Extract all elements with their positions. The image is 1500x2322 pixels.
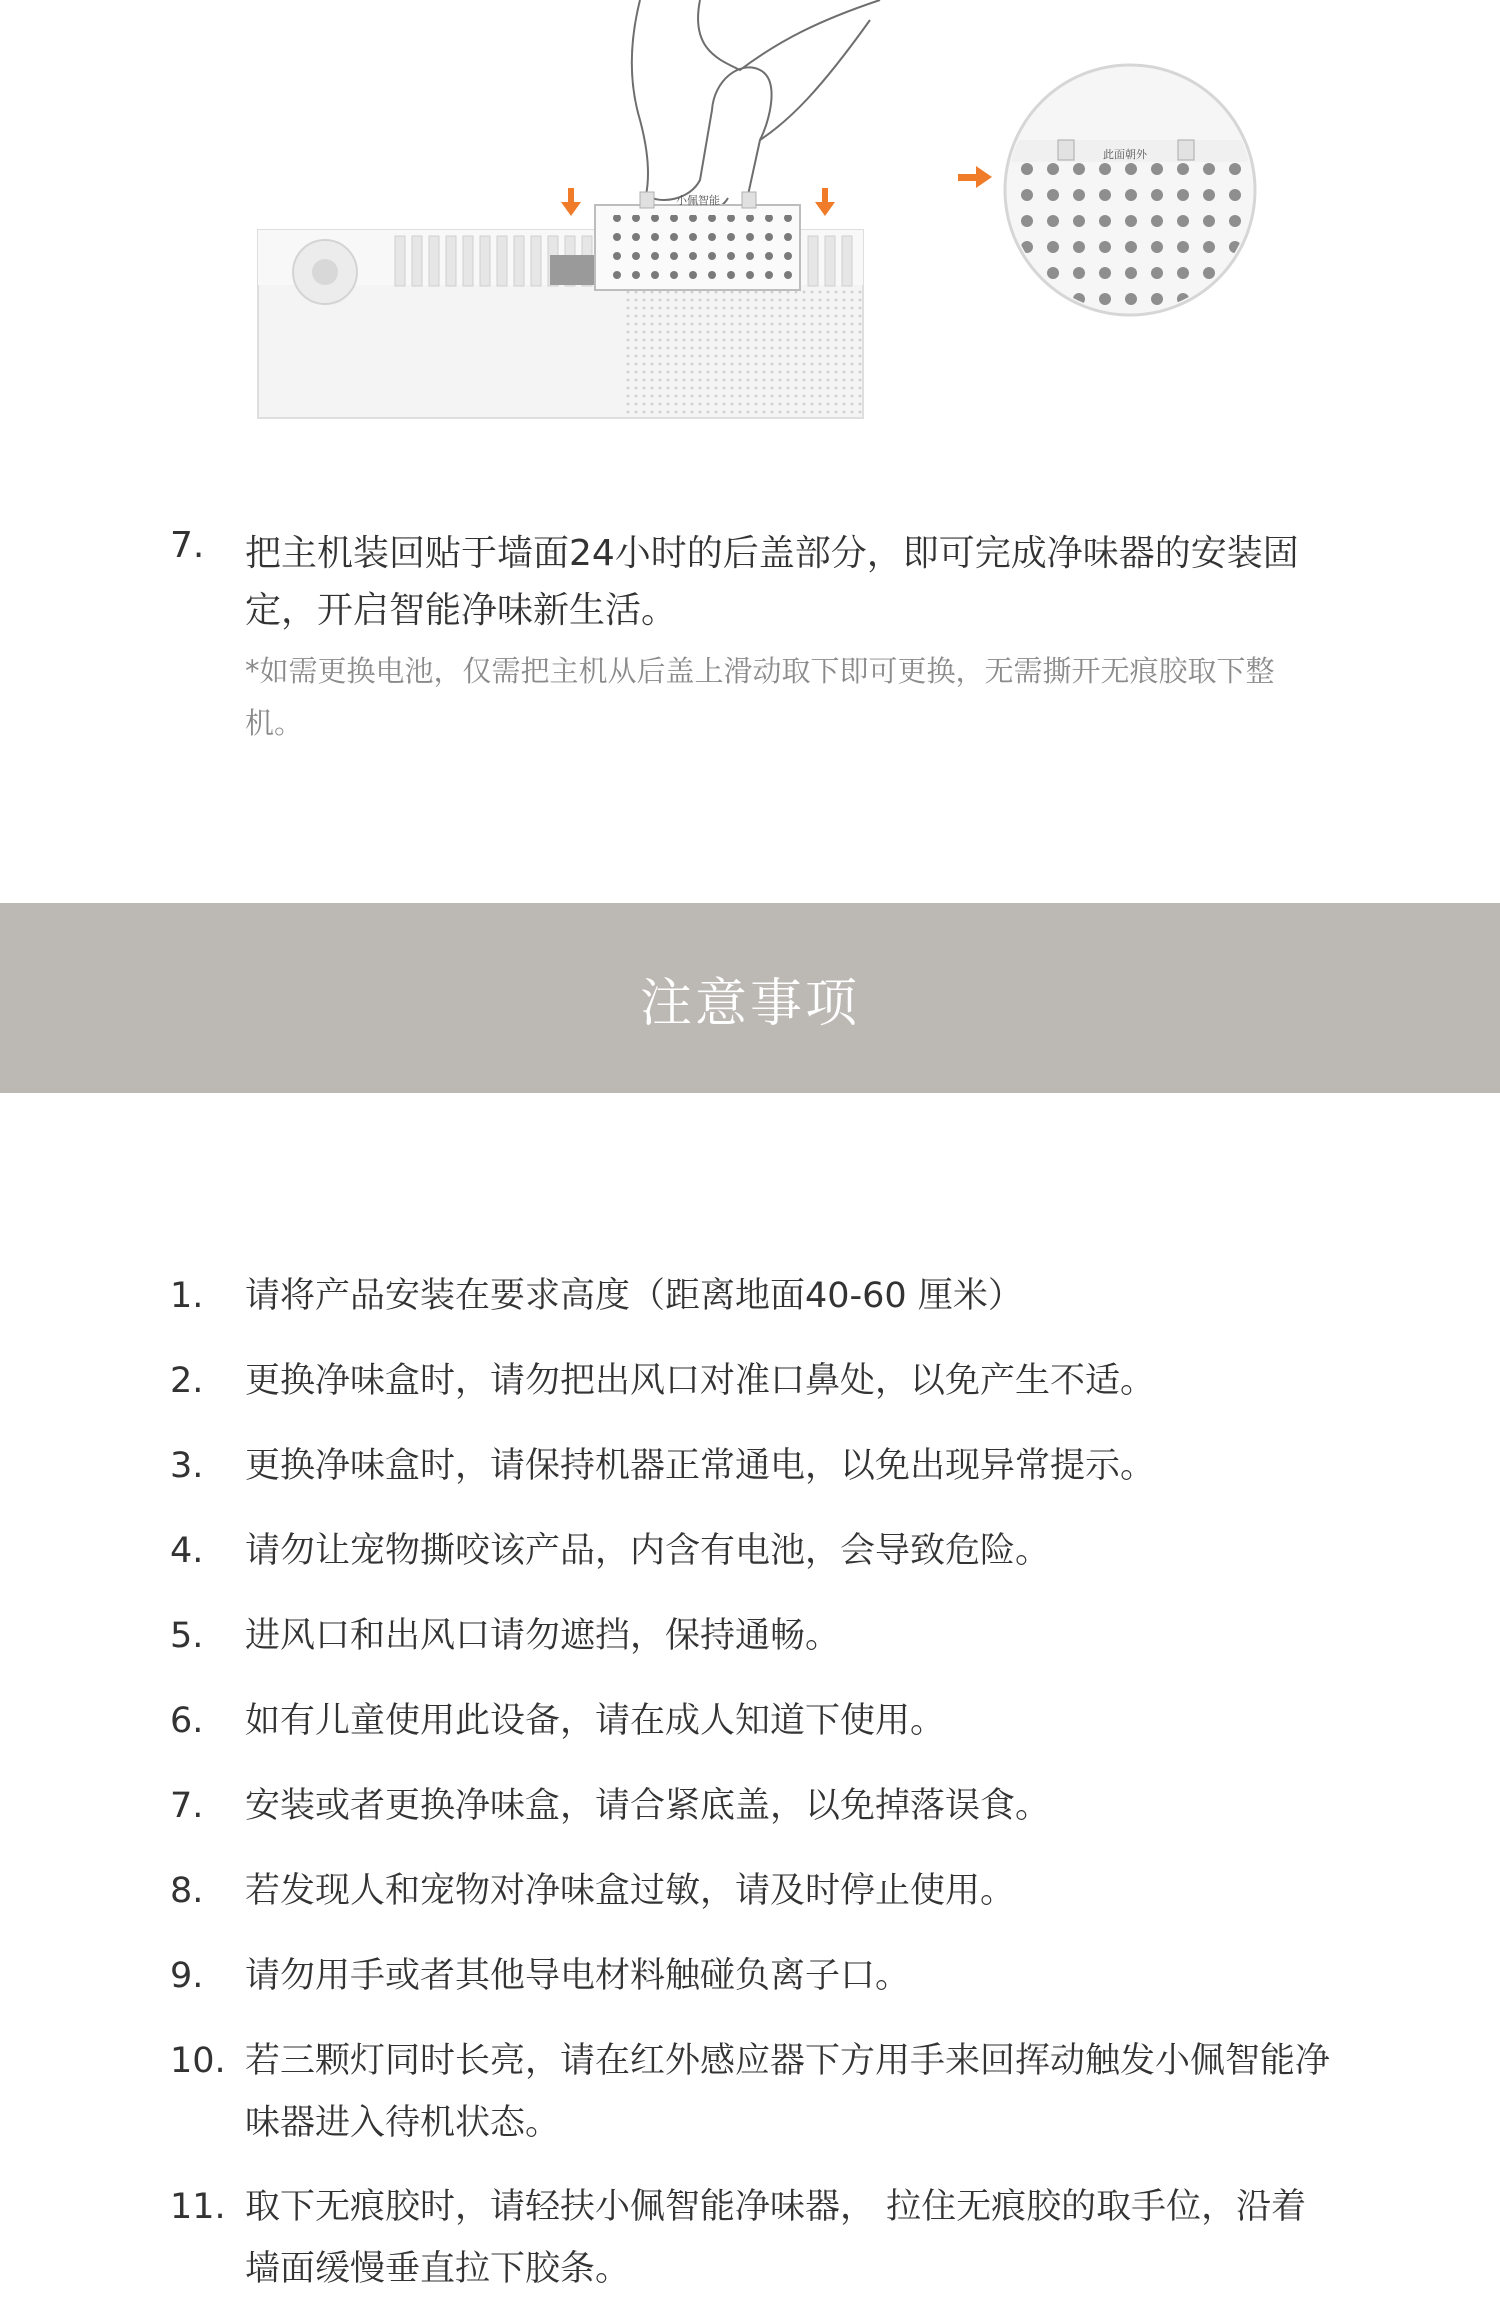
down-arrow-icon (815, 188, 835, 216)
item-text: 若三颗灯同时长亮，请在红外感应器下方用手来回挥动触发小佩智能净味器进入待机状态。 (245, 2041, 1331, 2143)
item-text: 如有儿童使用此设备，请在成人知道下使用。 (245, 1701, 946, 1741)
step-text: 把主机装回贴于墙面24小时的后盖部分，即可完成净味器的安装固定，开启智能净味新生活。 (245, 533, 1299, 631)
item-number: 6. (170, 1701, 204, 1741)
install-illustration (0, 0, 1500, 460)
list-item (170, 1775, 1330, 1837)
zoom-label: 此面朝外 (1103, 148, 1147, 161)
item-number: 7. (170, 1786, 204, 1826)
notice-title: 注意事项 (639, 973, 860, 1034)
item-text: 请勿用手或者其他导电材料触碰负离子口。 (245, 1956, 911, 1996)
item-text: 请勿让宠物撕咬该产品，内含有电池，会导致危险。 (245, 1531, 1051, 1571)
list-item (170, 1520, 1330, 1582)
item-number: 8. (170, 1871, 204, 1911)
item-number: 5. (170, 1616, 204, 1656)
list-item (170, 1435, 1330, 1497)
item-text: 更换净味盒时，请勿把出风口对准口鼻处，以免产生不适。 (245, 1361, 1156, 1401)
item-number: 1. (170, 1276, 204, 1316)
item-number: 3. (170, 1446, 204, 1486)
right-arrow-icon (958, 166, 992, 188)
hand-drawing (632, 0, 880, 211)
step-note: *如需更换电池，仅需把主机从后盖上滑动取下即可更换，无需撕开无痕胶取下整机。 (245, 654, 1275, 740)
step-number: 7. (170, 525, 205, 566)
list-item (170, 2030, 1330, 2154)
item-text: 请将产品安装在要求高度（距离地面40-60 厘米） (245, 1276, 1023, 1316)
item-text: 进风口和出风口请勿遮挡，保持通畅。 (245, 1616, 841, 1656)
item-text: 更换净味盒时，请保持机器正常通电，以免出现异常提示。 (245, 1446, 1156, 1486)
item-number: 4. (170, 1531, 204, 1571)
down-arrow-icon (561, 188, 581, 216)
list-item (170, 1265, 1330, 1327)
notice-list (170, 1265, 1330, 2322)
list-item (170, 1690, 1330, 1752)
item-number: 9. (170, 1956, 204, 1996)
item-text: 若发现人和宠物对净味盒过敏，请及时停止使用。 (245, 1871, 1016, 1911)
item-number: 10. (170, 2041, 226, 2081)
item-text: 取下无痕胶时，请轻扶小佩智能净味器， 拉住无痕胶的取手位，沿着墙面缓慢垂直拉下胶条。 (245, 2187, 1307, 2289)
list-item (170, 1945, 1330, 2007)
item-number: 11. (170, 2187, 226, 2227)
list-item (170, 1860, 1330, 1922)
item-number: 2. (170, 1361, 204, 1401)
list-item (170, 1605, 1330, 1667)
module-label: 小佩智能 (676, 194, 720, 207)
list-item (170, 2176, 1330, 2300)
item-text: 安装或者更换净味盒，请合紧底盖，以免掉落误食。 (245, 1786, 1051, 1826)
list-item (170, 1350, 1330, 1412)
purifier-device (258, 192, 863, 418)
zoom-detail-circle (1000, 65, 1270, 315)
notice-header-bar (0, 903, 1500, 1093)
